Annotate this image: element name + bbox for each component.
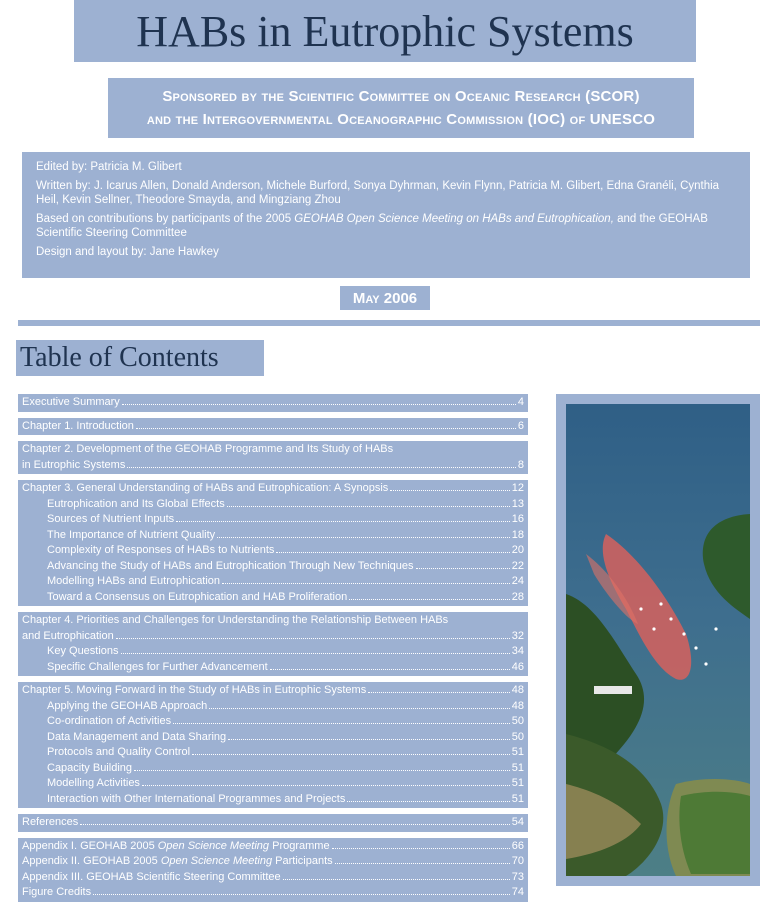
dot-leader (121, 653, 510, 654)
toc-subentry[interactable] (22, 644, 524, 660)
toc-entry-chapter-4-line1[interactable]: Chapter 4. Priorities and Challenges for Understanding the Relationship Between HABs (22, 614, 449, 626)
toc-entry-page: 54 (511, 816, 524, 828)
toc-group-ch4 (18, 612, 528, 676)
toc-entry-title (22, 839, 330, 855)
toc-entry-chapter-2[interactable] (22, 458, 524, 474)
toc-entry-title: Capacity Building (47, 761, 132, 774)
dot-leader (283, 879, 510, 880)
toc-entry-page: 28 (511, 590, 524, 603)
dot-leader (93, 894, 510, 895)
toc-subentry[interactable] (22, 792, 524, 808)
toc-entry-page: 24 (511, 575, 524, 587)
toc-group-appendices (18, 838, 528, 902)
toc-subentry[interactable] (22, 761, 524, 777)
dot-leader (222, 583, 510, 584)
toc-entry-page: 51 (511, 777, 524, 789)
credits-block (22, 152, 750, 278)
toc-entry-page: 22 (511, 559, 524, 572)
toc-subentry[interactable] (22, 590, 524, 606)
based-on-suffix: and the GEOHAB Scientific Steering Committee (36, 212, 708, 239)
toc-entry-executive-summary[interactable] (22, 395, 524, 411)
toc-entry-page: 48 (511, 684, 524, 696)
toc-entry-title (22, 854, 333, 870)
toc-entry-appendix-1[interactable] (22, 839, 524, 855)
toc-entry-page: 51 (511, 761, 524, 774)
toc-entry-title: Chapter 1. Introduction (22, 419, 134, 432)
based-on (36, 212, 736, 241)
toc-entry-title: in Eutrophic Systems (22, 458, 126, 471)
divider-rule (18, 320, 760, 326)
dot-leader (270, 669, 510, 670)
toc-subentry[interactable] (22, 660, 524, 676)
toc-entry-title: Applying the GEOHAB Approach (47, 699, 208, 712)
dot-leader (176, 521, 510, 522)
dot-leader (209, 708, 510, 709)
toc-entry-chapter-2-line1[interactable]: Chapter 2. Development of the GEOHAB Programme and Its Study of HABs (22, 443, 394, 455)
toc-entry-title: Key Questions (47, 645, 119, 657)
toc-subentry[interactable] (22, 730, 524, 746)
toc-subentry[interactable] (22, 543, 524, 559)
toc-entry-title: Specific Challenges for Further Advancement (47, 660, 268, 673)
toc-group-references (18, 814, 528, 832)
toc-entry-title: Executive Summary (22, 396, 120, 408)
toc-subentry[interactable] (22, 714, 524, 730)
toc-entry-page: 13 (511, 497, 524, 510)
dot-leader (127, 467, 516, 468)
toc-entry-page: 70 (511, 855, 524, 867)
toc-entry-page: 34 (511, 645, 524, 657)
toc-entry-page: 4 (517, 396, 524, 408)
toc-entry-title: Modelling Activities (47, 777, 140, 789)
appendix-suffix: Programme (269, 839, 330, 852)
toc-subentry[interactable] (22, 559, 524, 575)
dot-leader (228, 739, 510, 740)
toc-entry-chapter-3[interactable] (22, 481, 524, 497)
toc-entry-figure-credits[interactable] (22, 885, 524, 901)
dot-leader (80, 824, 509, 825)
toc-entry-page: 18 (511, 528, 524, 541)
dot-leader (368, 692, 510, 693)
toc-group-exec (18, 394, 528, 412)
toc-entry-title: Protocols and Quality Control (47, 746, 191, 758)
toc-entry-page: 8 (517, 458, 524, 471)
toc-entry-page: 12 (511, 482, 524, 494)
toc-subentry[interactable] (22, 776, 524, 792)
dot-leader (347, 801, 509, 802)
written-by: Written by: J. Icarus Allen, Donald Anderson, Michele Burford, Sonya Dyhrman, Kevin Flynn, Patricia M. Glibert, Edna Granéli, Cynthia Heil, Kevin Sellner, Theodore Smayda, and Mingziang Zhou (36, 179, 720, 206)
toc-entry-title: Modelling HABs and Eutrophication (47, 575, 221, 587)
toc-entry-page: 74 (511, 886, 524, 898)
toc-entry-chapter-4[interactable] (22, 629, 524, 645)
toc-entry-appendix-3[interactable] (22, 870, 524, 886)
publication-date (340, 286, 430, 310)
date-text: May 2006 (352, 289, 418, 307)
toc-subentry[interactable] (22, 574, 524, 590)
dot-leader (136, 428, 516, 429)
dot-leader (192, 754, 510, 755)
toc-entry-page: 46 (511, 660, 524, 673)
toc-entry-title: and Eutrophication (22, 629, 114, 642)
toc-entry-page: 66 (511, 839, 524, 852)
toc-subentry[interactable] (22, 497, 524, 513)
toc-entry-title: Figure Credits (22, 886, 92, 898)
toc-entry-title: References (22, 816, 79, 828)
sponsor-band (108, 78, 694, 138)
based-on-meeting: GEOHAB Open Science Meeting on HABs and Eutrophication, (294, 212, 614, 225)
sponsor-line-2: and the Intergovernmental Oceanographic Commission (IOC) of UNESCO (146, 111, 656, 128)
toc-entry-chapter-5[interactable] (22, 683, 524, 699)
toc-entry-page: 48 (511, 699, 524, 712)
toc-heading: Table of Contents (20, 342, 219, 373)
sponsor-line-1: Sponsored by the Scientific Committee on Oceanic Research (SCOR) (162, 87, 640, 105)
toc-group-ch2 (18, 441, 528, 474)
toc-subentry[interactable] (22, 512, 524, 528)
toc-entry-title: Sources of Nutrient Inputs (47, 513, 175, 525)
dot-leader (390, 490, 509, 491)
edited-by: Edited by: Patricia M. Glibert (36, 161, 182, 173)
toc-group-ch1 (18, 418, 528, 436)
dot-leader (134, 770, 510, 771)
toc-entry-title: The Importance of Nutrient Quality (47, 528, 216, 541)
appendix-prefix: Appendix I. GEOHAB 2005 (22, 839, 158, 852)
dot-leader (142, 785, 510, 786)
toc-subentry[interactable] (22, 528, 524, 544)
toc-entry-page: 16 (511, 513, 524, 525)
toc-entry-title: Eutrophication and Its Global Effects (47, 497, 225, 510)
toc-entry-title: Appendix III. GEOHAB Scientific Steering Committee (22, 870, 281, 883)
toc-entry-title: Toward a Consensus on Eutrophication and HAB Proliferation (47, 590, 348, 603)
toc-entry-title: Chapter 5. Moving Forward in the Study of HABs in Eutrophic Systems (22, 684, 367, 696)
toc-group-ch3 (18, 480, 528, 606)
toc-entry-title: Co-ordination of Activities (47, 715, 172, 727)
toc-entry-page: 73 (511, 870, 524, 883)
toc-entry-title: Interaction with Other International Programmes and Projects (47, 792, 346, 805)
design-credit: Design and layout by: Jane Hawkey (36, 245, 219, 258)
toc-entry-title: Data Management and Data Sharing (47, 730, 227, 743)
toc-entry-appendix-2[interactable] (22, 854, 524, 870)
toc-group-ch5 (18, 682, 528, 808)
dot-leader (349, 599, 510, 600)
dot-leader (335, 863, 510, 864)
report-title: HABs in Eutrophic Systems (136, 6, 634, 56)
toc-entry-page: 51 (511, 746, 524, 758)
based-on-prefix: Based on contributions by participants of the 2005 (36, 212, 295, 225)
appendix-italic: Open Science Meeting (160, 855, 273, 867)
toc-subentry[interactable] (22, 699, 524, 715)
toc-entry-title: Advancing the Study of HABs and Eutrophication Through New Techniques (47, 559, 414, 572)
toc-heading-band (16, 340, 264, 376)
dot-leader (122, 404, 516, 405)
toc-entry-page: 51 (511, 792, 524, 805)
dot-leader (173, 723, 510, 724)
dot-leader (276, 552, 509, 553)
algal-bloom-aerial-photo (566, 404, 750, 876)
appendix-suffix: Participants (272, 855, 333, 867)
dot-leader (227, 506, 510, 507)
dot-leader (116, 638, 510, 639)
toc-entry-page: 6 (517, 419, 524, 432)
toc-entry-page: 20 (511, 544, 524, 556)
toc-entry-page: 50 (511, 730, 524, 743)
toc-entry-title: Chapter 3. General Understanding of HABs and Eutrophication: A Synopsis (22, 482, 389, 494)
aerial-photo-frame (556, 394, 760, 886)
toc-entry-references[interactable] (22, 815, 524, 831)
toc-subentry[interactable] (22, 745, 524, 761)
appendix-italic: Open Science Meeting (157, 839, 270, 852)
dot-leader (217, 537, 510, 538)
appendix-prefix: Appendix II. GEOHAB 2005 (22, 855, 161, 867)
toc-entry-page: 50 (511, 715, 524, 727)
dot-leader (416, 568, 510, 569)
toc-entry-chapter-1[interactable] (22, 419, 524, 435)
dot-leader (332, 848, 510, 849)
toc-entry-page: 32 (511, 629, 524, 642)
toc-entry-title: Complexity of Responses of HABs to Nutrients (47, 544, 275, 556)
report-title-band (74, 0, 696, 62)
table-of-contents (18, 394, 528, 908)
shore-building (594, 686, 632, 694)
